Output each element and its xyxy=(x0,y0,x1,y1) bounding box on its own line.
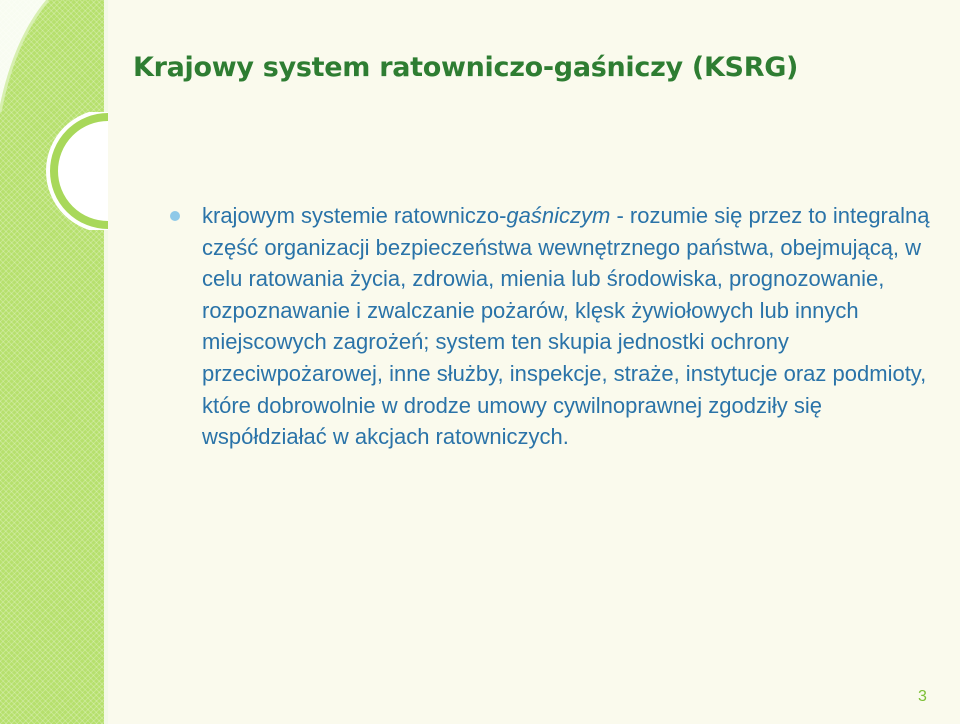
corner-arc-decoration xyxy=(0,0,108,120)
bullet-lead: krajowym systemie ratowniczo- xyxy=(202,203,507,228)
slide-content xyxy=(170,200,930,453)
circle-ring-decoration xyxy=(22,112,108,230)
bullet-italic-term: gaśniczym xyxy=(506,203,611,228)
page-number: 3 xyxy=(918,688,927,705)
bullet-item xyxy=(170,200,930,453)
bullet-body: - rozumie się przez to integralną część organizacji bezpieczeństwa wewnętrznego państwa, obejmującą, w celu ratowania życia, zdrowia, mienia lub środowiska, prognozowanie, rozpoznawanie i zwalczanie pożarów, klęsk żywiołowych lub innych miejscowych zagrożeń; system ten skupia jednostki ochrony przeciwpożarowej, inne służby, inspekcje, straże, instytucje oraz podmioty, które dobrowolnie w drodze umowy cywilnoprawnej zgodziły się współdziałać w akcjach ratowniczych. xyxy=(202,203,930,450)
bullet-text xyxy=(202,200,930,453)
slide-title: Krajowy system ratowniczo-gaśniczy (KSRG) xyxy=(133,52,799,83)
bullet-dot-icon xyxy=(170,211,180,221)
